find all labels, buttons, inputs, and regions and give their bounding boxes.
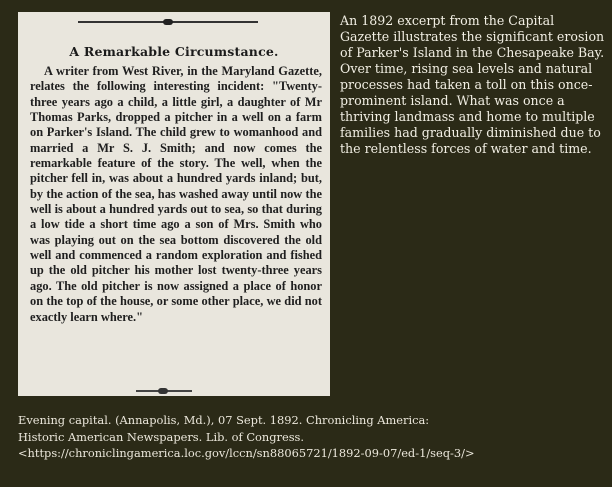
top-ornament-rule [78,21,258,23]
bottom-ornament-rule [136,390,192,392]
newspaper-clipping [18,12,330,396]
clipping-headline: A Remarkable Circumstance. [69,44,279,59]
citation-line-1: Evening capital. (Annapolis, Md.), 07 Sept. 1892. Chronicling America: [18,413,430,427]
citation-line-2: Historic American Newspapers. Lib. of Congress. [18,429,305,444]
clipping-body-text: A writer from West River, in the Maryland Gazette, relates the following interesting incident: "Twenty-three years ago a child, a little girl, a daughter of Mr Thomas Parks, dropped a pitcher in a well on a farm on Parker's Island. The child grew to womanhood and married a Mr S. J. Smith; and now comes the remarkable feature of the story. The well, when the pitcher fell in, was about a hundred yards inland; but, by the action of the sea, has washed away until now the well is about a hundred yards out to sea, so that during a low tide a short time ago a son of Mrs. Smith who was playing out on the sea bottom discovered the old well and commenced a random exploration and fished up the old pitcher his mother lost twenty-three years ago. The old pitcher is now assigned a place of honor on the top of the house, or some other place, we did not exactly learn where." [30,64,322,324]
citation [18,412,606,462]
citation-link[interactable]: <https://chroniclingamerica.loc.gov/lccn/sn88065721/1892-09-07/ed-1/seq-3/> [18,446,475,460]
description-text: An 1892 excerpt from the Capital Gazette illustrates the significant erosion of Parker's Island in the Chesapeake Bay. Over time, rising sea levels and natural processes had taken a toll on this once-prominent island. What was once a thriving landmass and home to multiple families had gradually diminished due to the relentless forces of water and time. [340,13,605,156]
